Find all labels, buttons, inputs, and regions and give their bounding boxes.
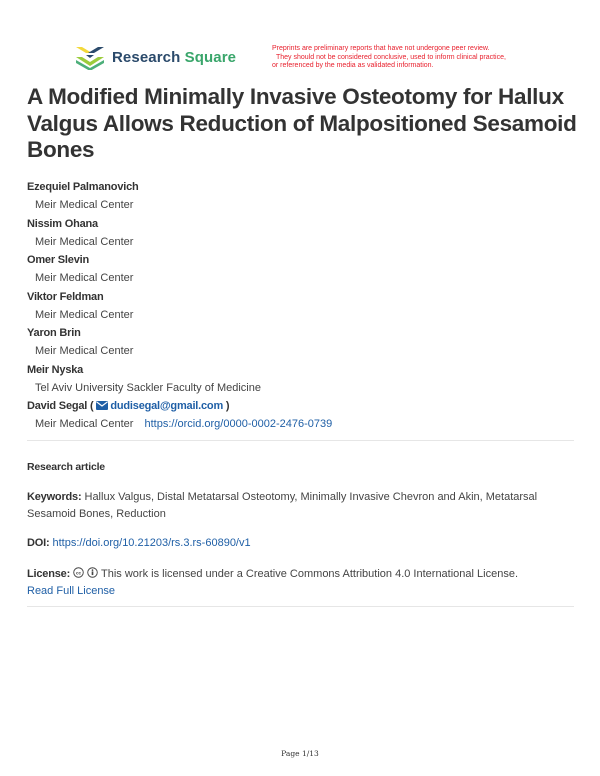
doi xyxy=(27,537,251,549)
author-name: Meir Nyska xyxy=(27,363,84,376)
author-affiliation: Meir Medical Center xyxy=(35,235,134,248)
article-type: Research article xyxy=(27,461,105,473)
disclaimer-line-3: or referenced by the media as validated information. xyxy=(272,62,434,69)
disclaimer-line-1: Preprints are preliminary reports that have not undergone peer review. xyxy=(272,45,490,52)
envelope-icon xyxy=(96,401,108,410)
author-entry xyxy=(27,253,577,290)
author-affiliation: Meir Medical Center xyxy=(35,272,134,284)
author-affiliation: Meir Medical Center xyxy=(35,418,134,430)
author-name: Omer Slevin xyxy=(27,254,89,266)
svg-text:cc: cc xyxy=(76,570,82,576)
author-name-line xyxy=(27,399,577,417)
section-divider xyxy=(27,606,574,607)
author-name: Nissim Ohana xyxy=(27,217,98,230)
author-name: Yaron Brin xyxy=(27,327,81,339)
author-entry xyxy=(27,290,577,327)
license-label: License: xyxy=(27,568,71,580)
author-entry-corresponding xyxy=(27,399,577,436)
logo-text: Research Square xyxy=(112,48,237,66)
section-divider xyxy=(27,440,574,441)
author-entry xyxy=(27,180,577,217)
author-name: Ezequiel Palmanovich xyxy=(27,181,139,193)
author-entry xyxy=(27,217,577,254)
author-name: David Segal xyxy=(27,400,88,412)
author-affiliation: Tel Aviv University Sackler Faculty of Medicine xyxy=(35,381,261,394)
header xyxy=(74,44,574,74)
author-affiliation-line xyxy=(27,417,577,436)
paper-title: A Modified Minimally Invasive Osteotomy for Hallux Valgus Allows Reduction of Malpositioned Sesamoid Bones xyxy=(27,84,577,162)
author-email: dudisegal@gmail.com xyxy=(110,400,224,412)
author-affiliation: Meir Medical Center xyxy=(35,345,134,357)
author-entry xyxy=(27,363,577,400)
author-name: Viktor Feldman xyxy=(27,290,104,303)
keywords-value: Hallux Valgus, Distal Metatarsal Osteotomy, Minimally Invasive Chevron and Akin, Metatarsal Sesamoid Bones, Reduction xyxy=(27,491,538,520)
paren-open: ( xyxy=(87,400,94,412)
license-text: This work is licensed under a Creative Commons Attribution 4.0 International License. xyxy=(101,568,519,580)
doi-link[interactable]: https://doi.org/10.21203/rs.3.rs-60890/v1 xyxy=(52,537,251,549)
preprint-disclaimer xyxy=(272,45,542,71)
author-email-link[interactable] xyxy=(96,400,223,412)
research-square-logo[interactable] xyxy=(74,44,236,70)
author-affiliation: Meir Medical Center xyxy=(35,199,134,211)
keywords-label: Keywords: xyxy=(27,491,82,503)
keywords xyxy=(27,489,577,523)
read-full-license-link[interactable]: Read Full License xyxy=(27,585,116,597)
cc-icon xyxy=(73,567,84,578)
author-entry xyxy=(27,326,577,363)
orcid-link[interactable]: https://orcid.org/0000-0002-2476-0739 xyxy=(144,418,333,430)
author-affiliation: Meir Medical Center xyxy=(35,308,134,321)
license xyxy=(27,566,577,600)
author-list xyxy=(27,180,577,436)
paren-close: ) xyxy=(223,400,230,412)
research-square-logo-icon xyxy=(74,44,106,70)
disclaimer-line-2: They should not be considered conclusive, used to inform clinical practice, xyxy=(276,53,506,61)
by-attribution-icon xyxy=(87,567,98,578)
doi-label: DOI: xyxy=(27,537,50,549)
page-number: Page 1/13 xyxy=(281,749,319,758)
